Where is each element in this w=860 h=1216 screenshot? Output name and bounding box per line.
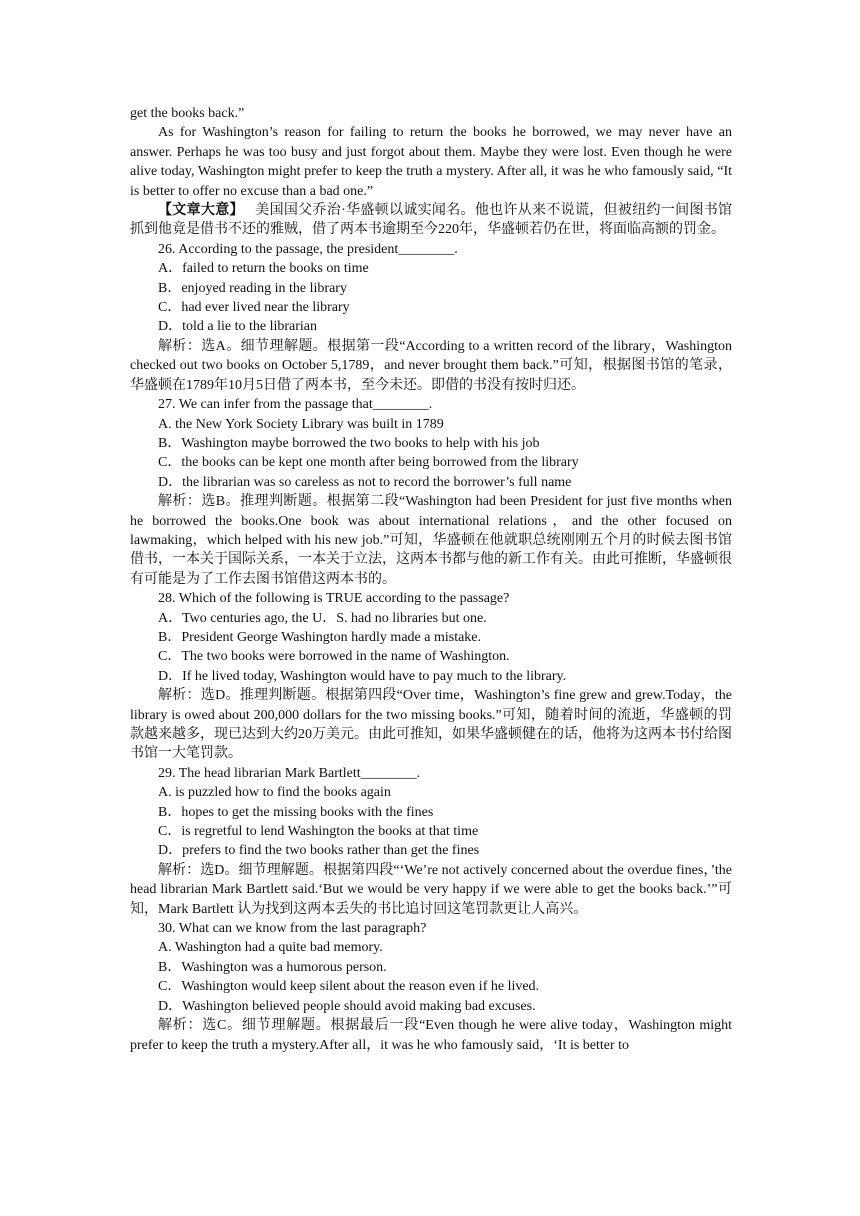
option: B．President George Washington hardly made a mistake. — [158, 629, 482, 645]
option: C．is regretful to lend Washington the books at that time — [158, 824, 479, 840]
option: B．Washington was a humorous person. — [158, 959, 387, 975]
answer-analysis: 解析：选D。细节理解题。根据第四段“‘We’re not actively concerned about the overdue fines，’the head librarian Mark Bartlett said.‘But we would be very happy if we were able to get the books back.’”可知，Mark Bartlett 认为找到这两本丢失的书比追讨回这笔罚款更让人高兴。 — [130, 862, 732, 917]
option: C．The two books were borrowed in the name of Washington. — [158, 649, 510, 665]
option: A. is puzzled how to find the books again — [158, 785, 391, 801]
option: B．Washington maybe borrowed the two books to help with his job — [158, 435, 540, 451]
option: C．Washington would keep silent about the reason even if he lived. — [158, 979, 540, 995]
question-stem: 28. Which of the following is TRUE according to the passage? — [158, 591, 510, 607]
option: D．prefers to find the two books rather than get the fines — [158, 843, 480, 859]
answer-analysis: 解析：选B。推理判断题。根据第二段“Washington had been President for just five months when he borrowed the books.One book was about international relations，and the other focused on lawmaking，which helped with his new job.”可知，华盛顿在他就职总统刚刚五个月的时候去图书馆借书，一本关于国际关系，一本关于立法，这两本书都与他的新工作有关。由此可推断，华盛顿很有可能是为了工作去图书馆借这两本书的。 — [130, 494, 732, 587]
option: A. Washington had a quite bad memory. — [158, 940, 383, 956]
answer-analysis: 解析：选D。推理判断题。根据第四段“Over time，Washington’s fine grew and grew.Today，the library is owed about 200,000 dollars for the two missing books.”可知，随着时间的流逝，华盛顿的罚款越来越多，现已达到大约20万美元。由此可推知，如果华盛顿健在的话，他将为这两本书付给图书馆一大笔罚款。 — [130, 688, 732, 762]
question-stem: 27. We can infer from the passage that________. — [158, 397, 433, 413]
option: B．hopes to get the missing books with the fines — [158, 804, 434, 820]
option: B．enjoyed reading in the library — [158, 280, 347, 296]
question-stem: 26. According to the passage, the president________. — [158, 241, 458, 257]
option: C．had ever lived near the library — [158, 300, 350, 316]
option: A．failed to return the books on time — [158, 261, 369, 277]
option: D．told a lie to the librarian — [158, 319, 318, 335]
passage-paragraph: As for Washington’s reason for failing to return the books he borrowed, we may never have an answer. Perhaps he was too busy and just forgot about them. Maybe they were lost. Even though he were alive today, Washington might prefer to keep the truth a mystery. After all, it was he who famously said, “It is better to offer no excuse than a bad one.” — [130, 125, 732, 199]
article-summary — [130, 201, 732, 240]
question-stem: 29. The head librarian Mark Bartlett________. — [158, 765, 421, 781]
answer-analysis: 解析：选A。细节理解题。根据第一段“According to a written record of the library，Washington checked out two books on October 5,1789，and never brought them back.”可知，根据图书馆的笔录，华盛顿在1789年10月5日借了两本书，至今未还。即借的书没有按时归还。 — [130, 338, 732, 393]
document-page — [130, 104, 732, 1055]
option: C．the books can be kept one month after being borrowed from the library — [158, 455, 579, 471]
answer-analysis: 解析：选C。细节理解题。根据最后一段“Even though he were alive today，Washington might prefer to keep the truth a mystery.After all，it was he who famously said，‘It is better to — [130, 1018, 732, 1053]
option: D．Washington believed people should avoid making bad excuses. — [158, 998, 536, 1014]
option: A. the New York Society Library was built in 1789 — [158, 416, 444, 432]
option: D．If he lived today, Washington would have to pay much to the library. — [158, 668, 567, 684]
passage-line: get the books back.” — [130, 106, 245, 121]
summary-text: 美国国父乔治·华盛顿以诚实闻名。他也许从来不说谎，但被纽约一间图书馆抓到他竟是借书不还的雅贼，借了两本书逾期至今220年，华盛顿若仍在世，将面临高额的罚金。 — [130, 203, 733, 238]
option: D．the librarian was so careless as not to record the borrower’s full name — [158, 474, 572, 490]
question-stem: 30. What can we know from the last paragraph? — [158, 921, 427, 937]
summary-label: 【文章大意】 — [158, 203, 244, 219]
option: A．Two centuries ago, the U．S. had no libraries but one. — [158, 610, 487, 626]
